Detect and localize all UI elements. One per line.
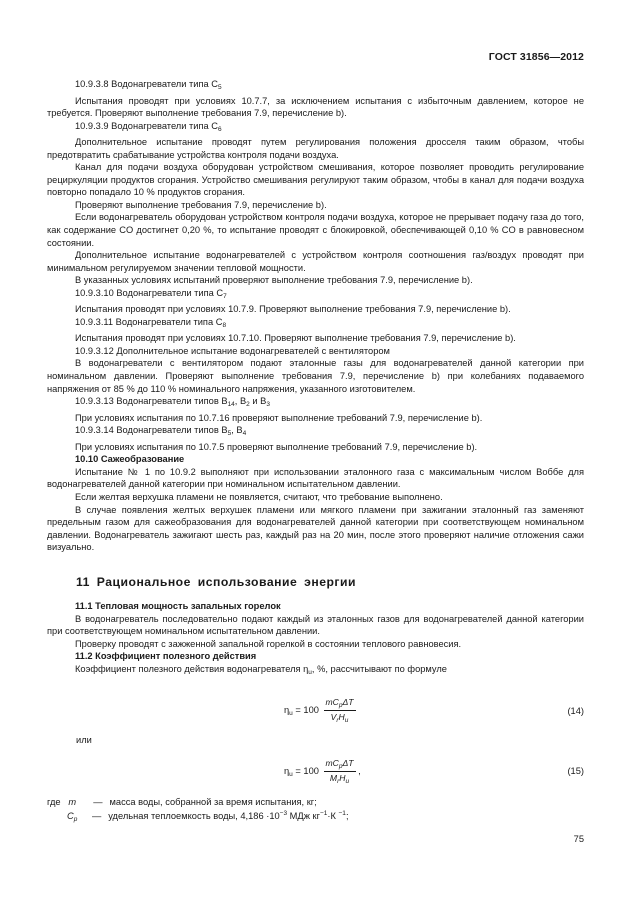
conjunction-text: или xyxy=(76,735,92,745)
formula-15-number: (15) xyxy=(567,766,584,776)
formula-14-number: (14) xyxy=(567,706,584,716)
paragraph: Испытания проводят при условиях 10.7.7, за исключением испытания с избыточным давлением, которое не требуется. Проверяют выполнение требования 7.9, перечисление b). xyxy=(47,95,584,119)
paragraph: Канал для подачи воздуха оборудован устройством смешивания, которое позволяет проводить регулирование рециркуляции продуктов сгорания. Устройство смешивания регулируют таким образом, чтобы в канал для подачи воздуха повторно попадало 10 % продуктов сгорания. xyxy=(47,162,584,198)
where-symbol: m xyxy=(68,797,77,807)
paragraph: Дополнительное испытание водонагревателей с устройством контроля соотношения газ/воздух проводят при минимальном регулируемом значении тепловой мощности. xyxy=(47,250,584,273)
where-symbol: $C_p$ xyxy=(67,811,78,823)
paragraph: Испытания проводят при условиях 10.7.9. Проверяют выполнение требования 7.9, перечисление b). xyxy=(75,304,511,315)
where-item: где m — масса воды, собранной за время испытания, кг; xyxy=(47,797,317,807)
section-title: 11 Рациональное использование энергии xyxy=(76,575,356,589)
formula-15: $\eta_u = 100$ $\frac{mC_p\Delta T}{M_rH_и}$ , xyxy=(284,758,361,785)
paragraph: Проверку проводят с зажженной запальной горелкой в состоянии теплового равновесия. xyxy=(75,638,462,649)
formula-14-fraction: $\frac{mC_p\Delta T}{V_rH_и}$ xyxy=(325,697,354,724)
body-text xyxy=(47,78,584,554)
paragraph: В водонагреватели с вентилятором подают эталонные газы для водонагревателей данной категории при номинальном давлении. Проверяют выполнение требования 7.9, перечисление b) при колебаниях подаваемого напряжения от 85 % до 110 % номинального напряжения, указанного изготовителем. xyxy=(47,358,584,394)
clause-heading: 10.9.3.8 Водонагреватели типа $С_5$ xyxy=(75,79,222,91)
paragraph: В водонагреватель последовательно подают каждый из эталонных газов для водонагревателей данной категории при соответствующем номинальном испытательном давлении. xyxy=(47,613,584,637)
where-definition: удельная теплоемкость воды, $4,186 \cdot 10^{-3}$ МДж $кг^{-1}\cdot К$ $^{-1}$; xyxy=(108,810,349,821)
clause-heading: 10.9.3.12 Дополнительное испытание водонагревателей с вентилятором xyxy=(75,345,390,356)
section-11-body xyxy=(47,600,584,679)
clause-heading: 10.9.3.10 Водонагреватели типа $С_7$ xyxy=(75,287,227,300)
paragraph: Если водонагреватель оборудован устройством контроля подачи воздуха, которое не прерывает подачу газа до того, как содержание CO достигнет 0,20 %, то испытание проводят с блокировкой, обеспечивающей 0,10 % CO в равновесном состоянии. xyxy=(47,212,584,248)
paragraph: Испытания проводят при условиях 10.7.10. Проверяют выполнение требования 7.9, перечисление b). xyxy=(75,333,516,344)
subsection-heading: 11.1 Тепловая мощность запальных горелок xyxy=(75,601,281,611)
where-lead: где xyxy=(47,797,61,807)
section-heading: 10.10 Сажеобразование xyxy=(75,454,185,465)
paragraph: При условиях испытания по 10.7.5 проверяют выполнение требований 7.9, перечисление b). xyxy=(75,441,478,452)
paragraph: Если желтая верхушка пламени не появляется, считают, что требование выполнено. xyxy=(75,491,443,502)
clause-heading: 10.9.3.13 Водонагреватели типов $В_{14}$, $В_2$ и $В_3$ xyxy=(75,396,270,409)
paragraph: В указанных условиях испытаний проверяют выполнение требования 7.9, перечисление b). xyxy=(75,275,473,286)
paragraph: Проверяют выполнение требования 7.9, перечисление b). xyxy=(75,199,327,210)
subsection-heading: 11.2 Коэффициент полезного действия xyxy=(75,651,257,662)
paragraph: Коэффициент полезного действия водонагревателя $\eta_u$, %, рассчитывают по формуле xyxy=(75,663,447,676)
clause-heading: 10.9.3.14 Водонагреватели типов $В_5$, $В_4$ xyxy=(75,425,247,438)
paragraph: При условиях испытания по 10.7.16 проверяют выполнение требований 7.9, перечисление b). xyxy=(75,412,483,423)
paragraph: В случае появления желтых верхушек пламени или мягкого пламени при зажигании эталонный газ заменяют предельным газом для сажеобразования для водонагревателей данной категории при соответствующем номинальном давлении. Водонагреватель зажигают шесть раз, каждый раз на 20 мин, после этого проверяют наличие отложения сажи визуально. xyxy=(47,504,584,553)
clause-heading: 10.9.3.11 Водонагреватели типа $С_8$ xyxy=(75,316,227,329)
clause-heading: 10.9.3.9 Водонагреватели типа $С_6$ xyxy=(75,120,222,133)
paragraph: Дополнительное испытание проводят путем регулирования положения дросселя таким образом, чтобы предотвратить срабатывание устройства контроля подачи воздуха. xyxy=(47,137,584,160)
where-definition: масса воды, собранной за время испытания, кг; xyxy=(109,797,317,807)
paragraph: Испытание № 1 по 10.9.2 выполняют при использовании эталонного газа с максимальным числом Воббе для водонагревателей данной категории при номинальном испытательном давлении. xyxy=(47,466,584,490)
formula-15-fraction: $\frac{mC_p\Delta T}{M_rH_и}$ xyxy=(325,758,354,785)
where-item: $C_p$ — удельная теплоемкость воды, $4,186 \cdot 10^{-3}$ МДж $кг^{-1}\cdot К$ $^{-1}$; xyxy=(67,810,349,823)
formula-14: $\eta_u = 100$ $\frac{mC_p\Delta T}{V_rH_и}$ xyxy=(284,697,354,724)
page-number: 75 xyxy=(573,834,584,844)
document-header: ГОСТ 31856—2012 xyxy=(488,51,584,63)
